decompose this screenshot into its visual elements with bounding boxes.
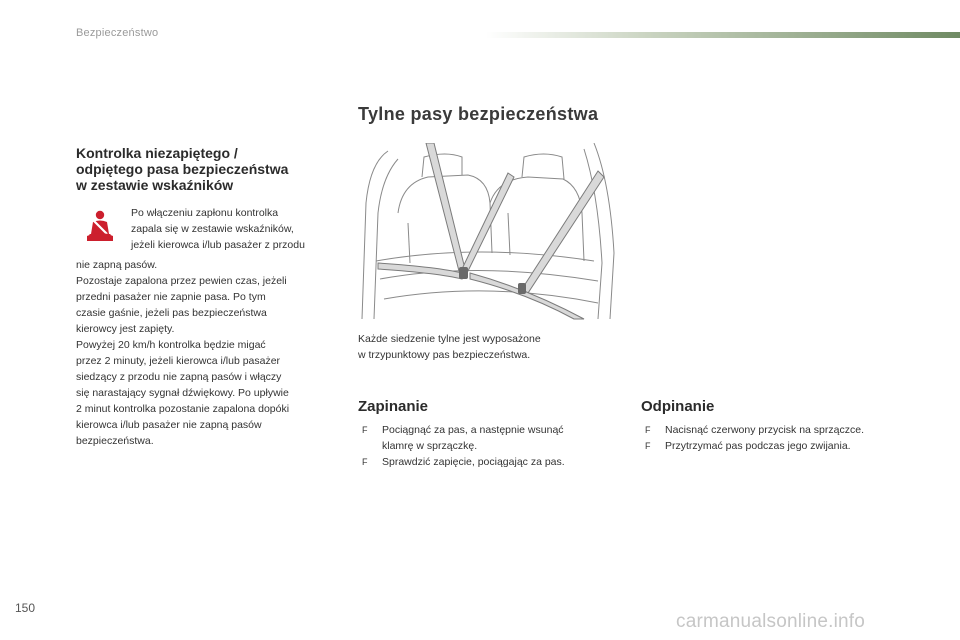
text-line: nie zapną pasów. [76, 259, 158, 271]
fastening-steps [358, 422, 608, 470]
bullet-marker: F [362, 457, 368, 467]
seatbelt-warning-icon [84, 210, 116, 244]
heading-line: w zestawie wskaźników [76, 177, 234, 193]
text-line: jeżeli kierowca i/lub pasażer z przodu [131, 239, 305, 251]
heading-line: odpiętego pasa bezpieczeństwa [76, 161, 289, 177]
text-line: Pociągnąć za pas, a następnie wsunąć [382, 424, 564, 436]
text-line: klamrę w sprzączkę. [382, 440, 478, 452]
list-item [358, 454, 608, 470]
rear-seat-illustration [358, 143, 618, 320]
text-line: przedni pasażer nie zapnie pasa. Po tym [76, 291, 266, 303]
warning-lamp-body [76, 257, 346, 449]
text-line: kierowca i/lub pasażer nie zapną pasów [76, 419, 262, 431]
illustration-caption [358, 331, 598, 363]
text-line: Każde siedzenie tylne jest wyposażone [358, 333, 541, 345]
list-item [358, 422, 608, 454]
watermark: carmanualsonline.info [676, 611, 866, 632]
text-line: 2 minut kontrolka pozostanie zapalona dopóki [76, 403, 290, 415]
text-line: się narastający sygnał dźwiękowy. Po upływie [76, 387, 289, 399]
release-heading: Odpinanie [641, 398, 715, 415]
bullet-marker: F [362, 425, 368, 435]
text-line: Przytrzymać pas podczas jego zwijania. [665, 440, 851, 452]
warning-lamp-intro [131, 205, 346, 253]
page-number: 150 [15, 601, 36, 615]
text-line: Nacisnąć czerwony przycisk na sprzączce. [665, 424, 864, 436]
list-item [641, 438, 941, 454]
warning-lamp-heading [76, 145, 346, 193]
text-line: Pozostaje zapalona przez pewien czas, jeżeli [76, 275, 287, 287]
text-line: czasie gaśnie, jeżeli pas bezpieczeństwa [76, 307, 267, 319]
text-line: w trzypunktowy pas bezpieczeństwa. [358, 349, 531, 361]
text-line: przez 2 minuty, jeżeli kierowca i/lub pasażer [76, 355, 281, 367]
page-title: Tylne pasy bezpieczeństwa [358, 104, 599, 124]
text-line: kierowcy jest zapięty. [76, 323, 175, 335]
text-line: Sprawdzić zapięcie, pociągając za pas. [382, 456, 565, 468]
list-item [641, 422, 941, 438]
text-line: Powyżej 20 km/h kontrolka będzie migać [76, 339, 266, 351]
fastening-heading: Zapinanie [358, 398, 429, 415]
bullet-marker: F [645, 441, 651, 451]
text-line: bezpieczeństwa. [76, 435, 154, 447]
text-line: siedzący z przodu nie zapną pasów i włączy [76, 371, 282, 383]
heading-line: Kontrolka niezapiętego / [76, 145, 238, 161]
release-steps [641, 422, 941, 454]
bullet-marker: F [645, 425, 651, 435]
text-line: zapala się w zestawie wskaźników, [131, 223, 294, 235]
text-line: Po włączeniu zapłonu kontrolka [131, 207, 279, 219]
header-accent-bar [486, 32, 960, 38]
section-title: Bezpieczeństwo [76, 27, 159, 39]
